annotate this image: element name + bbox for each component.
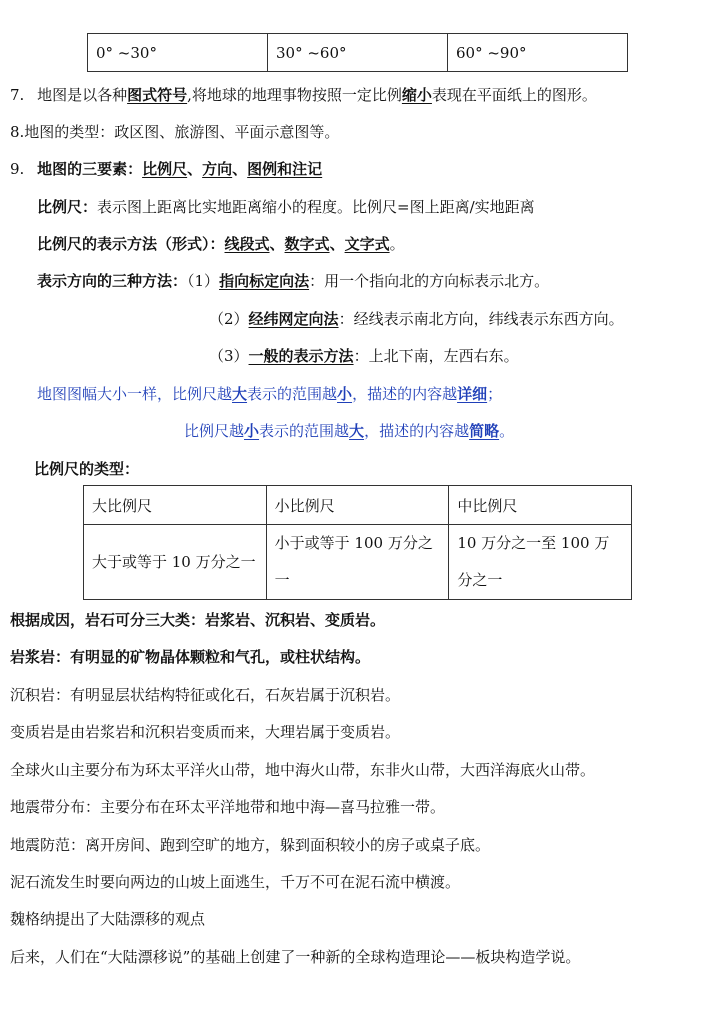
direction-method-3 [209, 345, 519, 366]
metamorphic-rock: 变质岩是由岩浆岩和沉积岩变质而来，大理岩属于变质岩。 [10, 723, 401, 741]
table-cell: 大于或等于 10 万分之一 [84, 525, 267, 600]
key-term: 大 [232, 385, 248, 403]
key-term: 一般的表示方法 [248, 347, 354, 365]
scale-types-table [83, 485, 632, 600]
key-term: 经纬网定向法 [248, 310, 339, 328]
key-term: 数字式 [284, 235, 330, 253]
key-term: 比例尺 [142, 160, 188, 178]
separator: 、 [187, 160, 203, 178]
rock-types: 根据成因，岩石可分三大类：岩浆岩、沉积岩、变质岩。 [10, 611, 386, 629]
table-cell: 0° ~30° [88, 34, 268, 72]
item-number: （1） [187, 272, 220, 290]
text: ，描述的内容越 [364, 422, 470, 440]
scale-definition [37, 196, 535, 217]
table-header: 大比例尺 [84, 486, 267, 525]
key-term: 简略 [469, 422, 500, 440]
item-8: 8.地图的类型：政区图、旅游图、平面示意图等。 [10, 123, 340, 141]
text: 地图图幅大小一样，比例尺越 [37, 385, 233, 403]
key-term: 小 [244, 422, 260, 440]
text: 地图是以各种 [37, 86, 128, 104]
separator: ； [487, 385, 503, 403]
scale-forms [37, 233, 405, 254]
key-term: 文字式 [344, 235, 390, 253]
item-number: 7. [10, 86, 25, 104]
text: 表现在平面纸上的图形。 [431, 86, 597, 104]
sedimentary-rock: 沉积岩：有明显层状结构特征或化石，石灰岩属于沉积岩。 [10, 686, 401, 704]
text: ：上北下南，左西右东。 [353, 347, 519, 365]
key-term: 线段式 [224, 235, 270, 253]
table-cell: 30° ~60° [268, 34, 448, 72]
text: 比例尺越 [184, 422, 245, 440]
key-term: 大 [349, 422, 365, 440]
direction-method-2 [209, 308, 624, 329]
text: ，描述的内容越 [352, 385, 458, 403]
item-7 [10, 84, 597, 105]
key-term: 详细 [457, 385, 488, 403]
volcano-belts: 全球火山主要分布为环太平洋火山带，地中海火山带，东非火山带，大西洋海底火山带。 [10, 761, 596, 779]
separator: 、 [269, 235, 285, 253]
text: ：经线表示南北方向，纬线表示东西方向。 [338, 310, 624, 328]
table-header: 中比例尺 [449, 486, 632, 525]
item-number: 9. [10, 160, 25, 178]
earthquake-safety: 地震防范：离开房间、跑到空旷的地方，躲到面积较小的房子或桌子底。 [10, 836, 491, 854]
text: 表示的范围越 [247, 385, 338, 403]
table-cell: 小于或等于 100 万分之一 [266, 525, 449, 600]
label: 比例尺的表示方法（形式）： [37, 235, 225, 253]
separator: 。 [499, 422, 515, 440]
igneous-rock: 岩浆岩：有明显的矿物晶体颗粒和气孔，或柱状结构。 [10, 648, 371, 666]
key-term: 图例和注记 [247, 160, 323, 178]
text: ,将地球的地理事物按照一定比例 [187, 86, 402, 104]
text: 表示的范围越 [259, 422, 350, 440]
item-9 [10, 158, 322, 179]
continental-drift: 魏格纳提出了大陆漂移的观点 [10, 910, 206, 928]
direction-method-1 [37, 270, 549, 291]
scale-size-note-1 [37, 383, 502, 404]
scale-size-note-2 [184, 420, 514, 441]
separator: 。 [389, 235, 405, 253]
table-cell: 60° ~90° [448, 34, 628, 72]
label: 比例尺： [37, 198, 98, 216]
label: 表示方向的三种方法： [37, 272, 188, 290]
table-cell: 10 万分之一至 100 万分之一 [449, 525, 632, 600]
debris-flow-safety: 泥石流发生时要向两边的山坡上面逃生，千万不可在泥石流中横渡。 [10, 873, 461, 891]
text: 表示图上距离比实地距离缩小的程度。比例尺=图上距离/实地距离 [97, 198, 535, 216]
earthquake-belts: 地震带分布：主要分布在环太平洋地带和地中海—喜马拉雅一带。 [10, 798, 446, 816]
key-term: 指向标定向法 [219, 272, 310, 290]
table-header: 小比例尺 [266, 486, 449, 525]
item-number: （3） [209, 347, 249, 365]
scale-types-label: 比例尺的类型： [34, 460, 140, 478]
latitude-table [87, 33, 628, 72]
key-term: 小 [337, 385, 353, 403]
key-term: 方向 [202, 160, 233, 178]
plate-tectonics: 后来，人们在“大陆漂移说”的基础上创建了一种新的全球构造理论——板块构造学说。 [10, 948, 581, 966]
text: ：用一个指向北的方向标表示北方。 [309, 272, 550, 290]
separator: 、 [232, 160, 248, 178]
text: 地图的三要素： [37, 160, 143, 178]
separator: 、 [329, 235, 345, 253]
key-term: 缩小 [401, 86, 432, 104]
item-number: （2） [209, 310, 249, 328]
key-term: 图式符号 [127, 86, 188, 104]
